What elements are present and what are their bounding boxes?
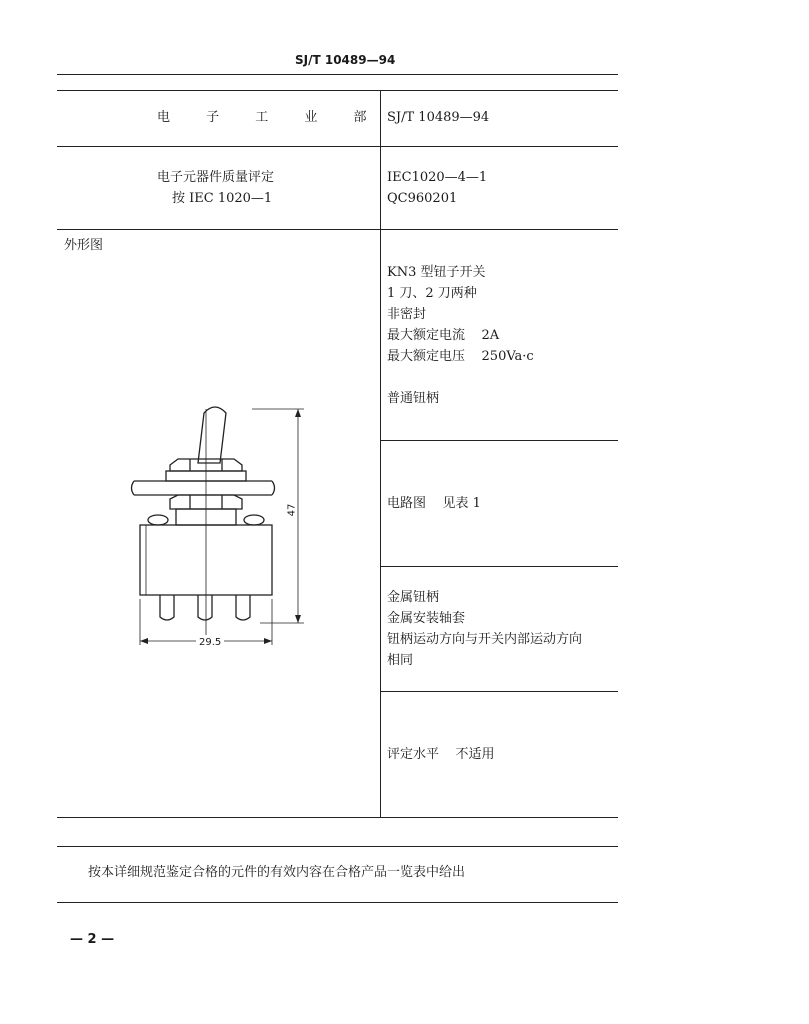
note-top-rule [57,846,618,847]
qc-reference: QC960201 [387,191,458,206]
column-divider [380,90,381,817]
feature-metal-handle: 金属钮柄 [387,590,440,605]
spec-divider-1 [381,440,618,441]
page-number: — 2 — [70,932,115,947]
document-code-header: SJ/T 10489—94 [295,53,396,67]
table-top-rule [57,90,618,91]
dimension-height: 47 [286,503,298,517]
spec-line-current: 最大额定电流 2A [387,328,500,343]
spec-handle: 普通钮柄 [387,391,440,406]
spec-line-sealing: 非密封 [387,307,427,322]
toggle-switch-drawing [120,395,320,655]
feature-metal-bushing: 金属安装轴套 [387,611,466,626]
spec-line-poles: 1 刀、2 刀两种 [387,286,477,301]
spec-circuit: 电路图 见表 1 [387,496,481,511]
ministry-name: 电 子 工 业 部 [157,110,383,125]
figure-bottom-rule [57,817,618,818]
note-bottom-rule [57,902,618,903]
iec-reference: IEC1020—4—1 [387,170,488,185]
spec-divider-3 [381,691,618,692]
header-rule [57,74,618,75]
row2-bottom-rule [57,229,618,230]
dimension-width: 29.5 [196,635,224,651]
assessment-basis: 按 IEC 1020—1 [172,191,273,206]
feature-motion-direction-cont: 相同 [387,653,414,668]
spec-divider-2 [381,566,618,567]
standard-number: SJ/T 10489—94 [387,110,490,125]
assessment-title: 电子元器件质量评定 [157,170,275,185]
spec-line-type: KN3 型钮子开关 [387,265,486,280]
row1-bottom-rule [57,146,618,147]
qualification-note: 按本详细规范鉴定合格的元件的有效内容在合格产品一览表中给出 [88,865,466,880]
spec-rating-level: 评定水平 不适用 [387,747,495,762]
feature-motion-direction: 钮柄运动方向与开关内部运动方向 [387,632,583,647]
outline-drawing-label: 外形图 [64,238,104,253]
spec-line-voltage: 最大额定电压 250Va·c [387,349,534,364]
